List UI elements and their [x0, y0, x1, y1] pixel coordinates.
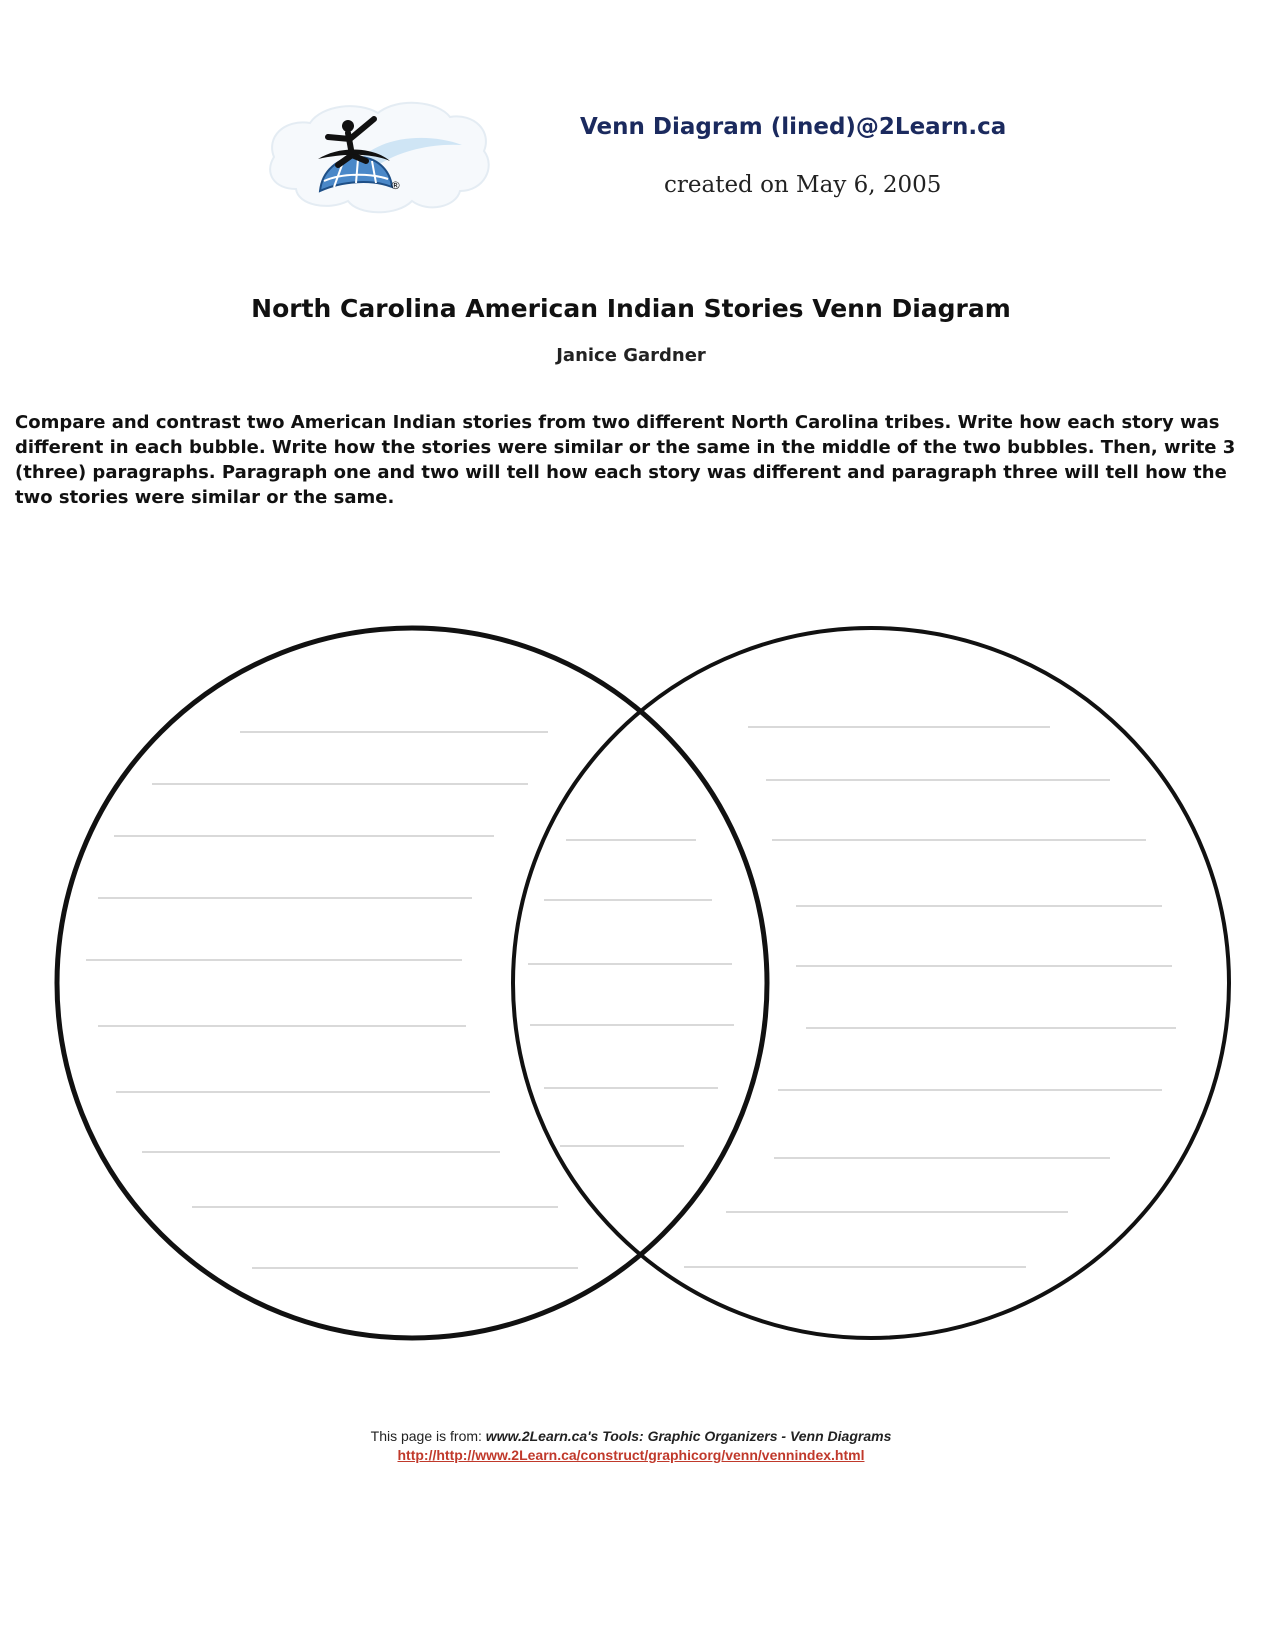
writing-lines-left — [86, 732, 578, 1268]
right-circle — [513, 628, 1229, 1338]
created-date: created on May 6, 2005 — [664, 172, 942, 198]
2learn-logo-icon — [262, 95, 494, 220]
footer-prefix: This page is from: — [370, 1428, 486, 1444]
author-name: Janice Gardner — [556, 345, 706, 366]
header-title: Venn Diagram (lined)@2Learn.ca — [580, 114, 1007, 140]
writing-lines-right — [684, 727, 1176, 1267]
footer-link[interactable]: http://http://www.2Learn.ca/construct/graphicorg/venn/vennindex.html — [397, 1447, 865, 1463]
instructions-paragraph: Compare and contrast two American Indian stories from two different North Carolina tribes. Write how each story was different in each bubble. Write how the stories were similar or the same in the middle of the two bubbles. Then, write 3 (three) paragraphs. Paragraph one and two will tell how each story was different and paragraph three will tell how the two stories were similar or the same. — [15, 412, 1236, 508]
logo — [262, 95, 494, 220]
page-title: North Carolina American Indian Stories Venn Diagram — [251, 294, 1011, 323]
svg-text:®: ® — [390, 179, 401, 192]
writing-lines-middle — [528, 840, 734, 1146]
left-circle — [57, 628, 767, 1338]
footer-source-line — [0, 1428, 1262, 1444]
footer-source: www.2Learn.ca's Tools: Graphic Organizers - Venn Diagrams — [485, 1428, 892, 1444]
venn-diagram — [0, 600, 1262, 1350]
